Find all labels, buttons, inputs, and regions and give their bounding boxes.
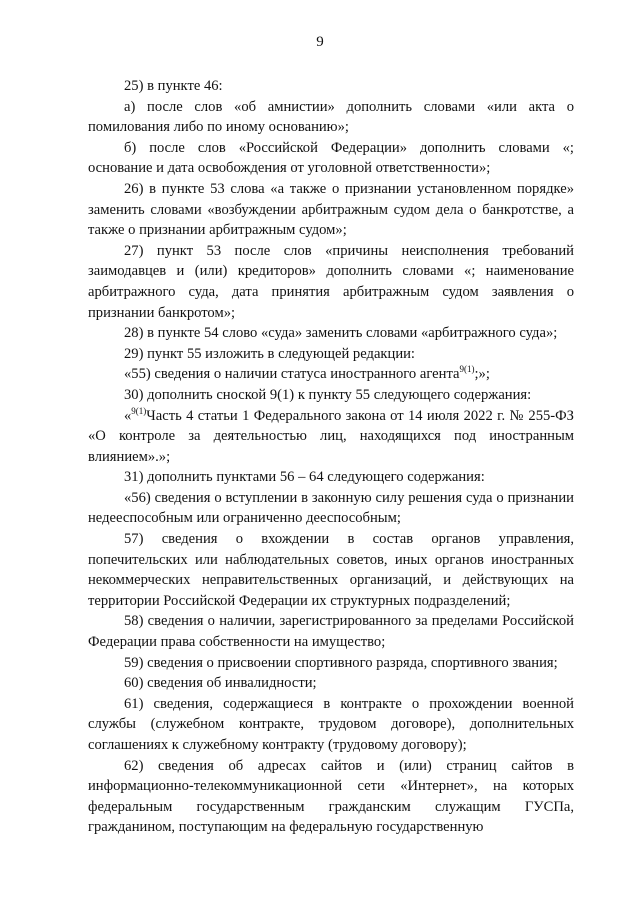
paragraph-55-main: «55) сведения о наличии статуса иностранного агента	[124, 366, 460, 383]
paragraph-62: 62) сведения об адресах сайтов и (или) страниц сайтов в информационно-телекоммуникационной сети «Интернет», на которых федеральным государственным гражданским служащим ГУСПа, гражданином, поступающим на федеральную государственную	[88, 757, 574, 836]
paragraph-26: 26) в пункте 53 слова «а также о признании установленном порядке» заменить словами «возбуждении арбитражным судом дела о банкротстве, а также о признании арбитражным судом»;	[88, 180, 574, 239]
document-body	[88, 76, 574, 838]
paragraph-30: 30) дополнить сноской 9(1) к пункту 55 следующего содержания:	[124, 386, 532, 403]
footnote-9-1-body: Часть 4 статьи 1 Федерального закона от 14 июля 2022 г. № 255-ФЗ «О контроле за деятельностью лиц, находящихся под иностранным влиянием».»;	[88, 407, 574, 465]
paragraph-25a: а) после слов «об амнистии» дополнить словами «или акта о помилования либо по иному основанию»;	[88, 98, 574, 136]
footnote-9-1-text	[88, 406, 574, 468]
footnote-open-quote: «	[124, 407, 132, 424]
footnote-ref-9-1: 9(1)	[459, 364, 475, 375]
paragraph-55-tail: ;»;	[474, 366, 490, 383]
paragraph-57: 57) сведения о вхождении в состав органов управления, попечительских или наблюдательных советов, иных органов иностранных некоммерческих неправительственных организаций, и действующих на территории Российской Федерации их структурных подразделений;	[88, 531, 574, 609]
paragraph-25b: б) после слов «Российской Федерации» дополнить словами «; основание и дата освобождения от уголовной ответственности»;	[88, 139, 574, 177]
paragraph-59: 59) сведения о присвоении спортивного разряда, спортивного звания;	[124, 654, 558, 671]
footnote-mark-9-1: 9(1)	[131, 405, 147, 416]
paragraph-60: 60) сведения об инвалидности;	[124, 675, 317, 692]
paragraph-56: «56) сведения о вступлении в законную силу решения суда о признании недееспособным или ограниченно дееспособным;	[88, 489, 574, 527]
paragraph-25: 25) в пункте 46:	[124, 78, 223, 94]
paragraph-61: 61) сведения, содержащиеся в контракте о прохождении военной службы (служебном контракте, трудовом договоре), дополнительных соглашениях к служебному контракту (трудовому договору);	[88, 695, 574, 753]
paragraph-27: 27) пункт 53 после слов «причины неисполнения требований заимодавцев и (или) кредиторов» дополнить словами «; наименование арбитражного суда, дата принятия арбитражным судом заявления о признании банкротом»;	[88, 242, 574, 321]
paragraph-55-text	[88, 364, 574, 385]
paragraph-28: 28) в пункте 54 слово «суда» заменить словами «арбитражного суда»;	[124, 325, 558, 342]
paragraph-29: 29) пункт 55 изложить в следующей редакции:	[124, 345, 415, 362]
paragraph-58: 58) сведения о наличии, зарегистрированного за пределами Российской Федерации права собственности на имущество;	[88, 613, 574, 651]
paragraph-31: 31) дополнить пунктами 56 – 64 следующего содержания:	[124, 469, 485, 486]
page-number: 9	[316, 34, 324, 50]
